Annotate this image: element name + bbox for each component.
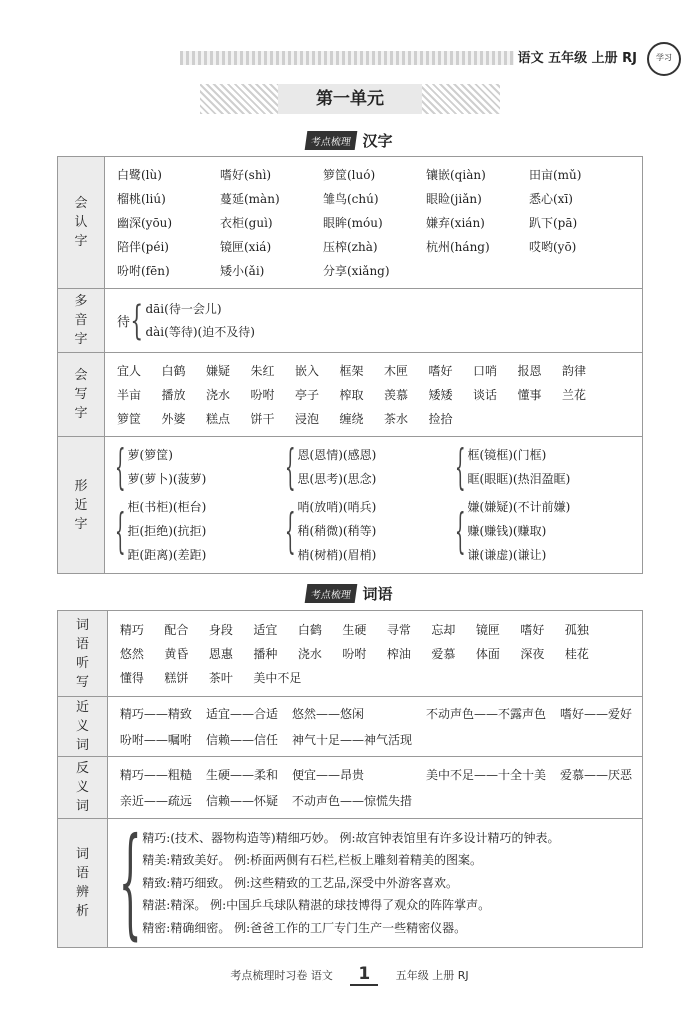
xingjin-group [284, 439, 457, 495]
tingxie-word: 镜匣 [475, 622, 500, 637]
bianxi-line: 精美:精致美好。 例:桥面两侧有石栏,栏板上雕刻着精美的图案。 [142, 853, 482, 868]
synonym-pair: 嗜好——爱好 [559, 706, 632, 721]
hanzi-table [57, 156, 643, 574]
huixie-grid [117, 361, 632, 429]
huixie-word: 吩咐 [250, 387, 275, 402]
row-label: 多音字 [58, 289, 105, 353]
huiren-word: 嫌弃(xián) [426, 215, 485, 230]
row-label: 近义词 [58, 697, 108, 757]
tingxie-word: 配合 [164, 622, 189, 637]
huixie-word: 饼干 [250, 411, 275, 426]
xingjin-group [114, 493, 287, 569]
huiren-word: 蔓延(màn) [220, 191, 280, 206]
tingxie-word: 精巧 [119, 622, 144, 637]
huiren-word [529, 260, 632, 282]
row-label: 词语听写 [58, 611, 108, 697]
huiren-word: 眼睑(jiǎn) [426, 191, 482, 206]
section-title: 汉字 [362, 132, 393, 150]
footer-left: 考点梳理时习卷 语文 [230, 969, 333, 982]
tingxie-word: 黄昏 [164, 646, 189, 661]
huiren-word: 镜匣(xiá) [220, 239, 272, 254]
tingxie-word: 浇水 [297, 646, 322, 661]
tingxie-word: 糕饼 [164, 670, 189, 685]
synonym-pair: 适宜——合适 [205, 706, 278, 721]
huixie-word: 茶水 [384, 411, 409, 426]
footer-right: 五年级 上册 RJ [395, 969, 469, 982]
huiren-word: 哎哟(yō) [529, 239, 577, 254]
jinyi-grid [120, 704, 632, 750]
section-heading-hanzi [0, 130, 699, 152]
duoyin-reading: dāi(待一会儿) [145, 301, 222, 316]
huixie-word: 懂事 [517, 387, 542, 402]
brace-icon: { [130, 297, 144, 344]
huixie-word: 榨取 [339, 387, 364, 402]
ciyu-table [57, 610, 643, 952]
tingxie-word: 深夜 [520, 646, 545, 661]
tingxie-word: 吩咐 [342, 646, 367, 661]
huiren-word: 田亩(mǔ) [529, 167, 582, 182]
fanyi-grid [120, 765, 632, 811]
bianxi-group [118, 813, 632, 952]
xingjin-line: 嫌(嫌疑)(不计前嫌) [467, 500, 571, 514]
huiren-word: 箩筐(luó) [323, 167, 376, 182]
section-heading-ciyu [0, 583, 699, 605]
huixie-word: 亭子 [295, 387, 320, 402]
row-label: 会认字 [58, 157, 105, 289]
section-tag: 考点梳理 [305, 584, 358, 603]
huiren-word: 趴下(pā) [529, 215, 578, 230]
header-bar [0, 45, 699, 71]
tingxie-word [431, 667, 476, 689]
bianxi-line: 精巧:(技术、器物构造等)精细巧妙。 例:故宫钟表馆里有许多设计精巧的钟表。 [142, 830, 560, 845]
xingjin-line: 眶(眼眶)(热泪盈眶) [467, 472, 571, 486]
xingjin-line: 哨(放哨)(哨兵) [297, 500, 377, 514]
huixie-word: 韵律 [562, 363, 587, 378]
tingxie-word: 寻常 [386, 622, 411, 637]
huiren-word: 分享(xiǎng) [323, 263, 390, 278]
huiren-grid [117, 164, 632, 282]
xingjin-line: 赚(赚钱)(赚取) [467, 524, 547, 538]
brace-icon: { [118, 813, 142, 952]
xingjin-bottom [114, 493, 632, 569]
huiren-word: 雏鸟(chú) [323, 191, 379, 206]
xingjin-line: 萝(箩筐) [127, 448, 173, 462]
xingjin-line: 萝(萝卜)(菠萝) [127, 472, 207, 486]
tingxie-grid [120, 619, 632, 689]
huixie-word: 嫌疑 [206, 363, 231, 378]
tingxie-word: 孤独 [564, 622, 589, 637]
huixie-word: 嗜好 [428, 363, 453, 378]
page-number: 1 [350, 964, 378, 986]
huiren-word: 榴桃(liú) [117, 191, 166, 206]
synonym-pair: 信赖——信任 [205, 732, 278, 747]
huiren-word: 压榨(zhà) [323, 239, 378, 254]
huixie-word: 缠绕 [339, 411, 364, 426]
xingjin-line: 思(思考)(思念) [297, 472, 377, 486]
huixie-word [518, 409, 563, 429]
tingxie-word: 适宜 [253, 622, 278, 637]
huiren-word: 白鹭(lù) [117, 167, 162, 182]
synonym-pair: 精巧——精致 [119, 706, 192, 721]
huiren-word: 杭州(háng) [426, 239, 490, 254]
antonym-pair: 不动声色——惊慌失措 [291, 793, 412, 808]
tingxie-word: 桂花 [564, 646, 589, 661]
huixie-word: 矮矮 [428, 387, 453, 402]
huixie-word [473, 409, 518, 429]
xingjin-line: 谦(谦虚)(谦让) [467, 548, 547, 562]
tingxie-word: 播种 [253, 646, 278, 661]
tingxie-word [565, 667, 610, 689]
section-tag: 考点梳理 [305, 131, 358, 150]
huiren-word: 吩咐(fēn) [117, 263, 170, 278]
huixie-word: 木匣 [384, 363, 409, 378]
duoyin-group [117, 298, 632, 344]
tingxie-word: 美中不足 [253, 670, 302, 685]
tingxie-word: 恩惠 [208, 646, 233, 661]
duoyin-char: 待 [117, 315, 131, 330]
tingxie-word [520, 667, 565, 689]
huixie-word: 箩筐 [117, 411, 142, 426]
xingjin-line: 柜(书柜)(柜台) [127, 500, 207, 514]
brace-icon: { [114, 503, 126, 559]
huiren-word: 镶嵌(qiàn) [426, 167, 486, 182]
tingxie-word: 懂得 [119, 670, 144, 685]
huiren-word: 矮小(ǎi) [220, 263, 265, 278]
tingxie-word: 身段 [208, 622, 233, 637]
logo: 学习 [647, 42, 681, 76]
section-title: 词语 [362, 585, 393, 603]
row-label: 词语辨析 [58, 819, 108, 948]
antonym-pair: 便宜——昂贵 [291, 767, 364, 782]
xingjin-line: 拒(拒绝)(抗拒) [127, 524, 207, 538]
tingxie-word: 爱慕 [431, 646, 456, 661]
duoyin-reading: dài(等待)(迫不及待) [145, 324, 255, 339]
antonym-pair: 亲近——疏远 [119, 793, 192, 808]
huixie-word: 兰花 [562, 387, 587, 402]
bianxi-line: 精致:精巧细致。 例:这些精致的工艺品,深受中外游客喜欢。 [142, 875, 458, 890]
row-label: 反义词 [58, 757, 108, 819]
antonym-pair: 爱慕——厌恶 [559, 767, 632, 782]
huixie-word [562, 409, 607, 429]
brace-icon: { [284, 439, 296, 495]
tingxie-word: 悠然 [119, 646, 144, 661]
bianxi-line: 精湛:精深。 例:中国乒乓球队精湛的球技博得了观众的阵阵掌声。 [142, 898, 491, 913]
huixie-word: 白鹤 [161, 363, 186, 378]
row-label: 形近字 [58, 437, 105, 574]
huixie-word: 捡拾 [428, 411, 453, 426]
huiren-word: 悉心(xī) [529, 191, 573, 206]
huiren-word: 衣柜(guì) [220, 215, 273, 230]
synonym-pair: 神气十足——神气活现 [291, 732, 412, 747]
tingxie-word: 体面 [475, 646, 500, 661]
huixie-word: 羡慕 [384, 387, 409, 402]
tingxie-word: 榨油 [386, 646, 411, 661]
xingjin-line: 距(距离)(差距) [127, 548, 207, 562]
synonym-pair: 吩咐——嘱咐 [119, 732, 192, 747]
huiren-word: 陪伴(péi) [117, 239, 169, 254]
huiren-word: 嗜好(shì) [220, 167, 272, 182]
xingjin-line: 梢(树梢)(眉梢) [297, 548, 377, 562]
huixie-word: 口哨 [473, 363, 498, 378]
huixie-word: 框架 [339, 363, 364, 378]
antonym-pair: 精巧——粗糙 [119, 767, 192, 782]
tingxie-word [298, 667, 343, 689]
antonym-pair: 美中不足——十全十美 [425, 767, 546, 782]
huiren-word: 眼眸(móu) [323, 215, 383, 230]
brace-icon: { [454, 439, 466, 495]
tingxie-word: 白鹤 [297, 622, 322, 637]
xingjin-group [454, 493, 627, 569]
unit-banner [200, 84, 500, 114]
huiren-word [426, 260, 529, 282]
tingxie-word: 生硬 [342, 622, 367, 637]
xingjin-line: 稍(稍微)(稍等) [297, 524, 377, 538]
huixie-word: 嵌入 [295, 363, 320, 378]
tingxie-word [387, 667, 432, 689]
footer [0, 964, 699, 986]
xingjin-top [114, 439, 632, 495]
xingjin-group [114, 439, 287, 495]
synonym-pair: 不动声色——不露声色 [425, 706, 546, 721]
tingxie-word: 忘却 [431, 622, 456, 637]
antonym-pair: 生硬——柔和 [205, 767, 278, 782]
huixie-word: 浸泡 [295, 411, 320, 426]
huixie-word: 糕点 [206, 411, 231, 426]
brace-icon: { [114, 439, 126, 495]
xingjin-line: 恩(恩情)(感恩) [297, 448, 377, 462]
antonym-pair: 信赖——怀疑 [205, 793, 278, 808]
row-label: 会写字 [58, 353, 105, 437]
brace-icon: { [454, 503, 466, 559]
huixie-word: 宜人 [117, 363, 142, 378]
synonym-pair: 悠然——悠闲 [291, 706, 364, 721]
huixie-word: 浇水 [206, 387, 231, 402]
tingxie-word [342, 667, 387, 689]
unit-title: 第一单元 [278, 84, 422, 114]
huixie-word: 半亩 [117, 387, 142, 402]
xingjin-group [284, 493, 457, 569]
tingxie-word: 茶叶 [208, 670, 233, 685]
huixie-word: 谈话 [473, 387, 498, 402]
tingxie-word: 嗜好 [520, 622, 545, 637]
huiren-word: 幽深(yōu) [117, 215, 173, 230]
tingxie-word [476, 667, 521, 689]
huixie-word: 朱红 [250, 363, 275, 378]
xingjin-line: 框(镜框)(门框) [467, 448, 547, 462]
huixie-word: 播放 [161, 387, 186, 402]
xingjin-group [454, 439, 627, 495]
huixie-word: 报恩 [517, 363, 542, 378]
header-text: 语文 五年级 上册 RJ [514, 47, 641, 66]
bianxi-line: 精密:精确细密。 例:爸爸工作的工厂专门生产一些精密仪器。 [142, 920, 467, 935]
huixie-word: 外婆 [161, 411, 186, 426]
brace-icon: { [284, 503, 296, 559]
